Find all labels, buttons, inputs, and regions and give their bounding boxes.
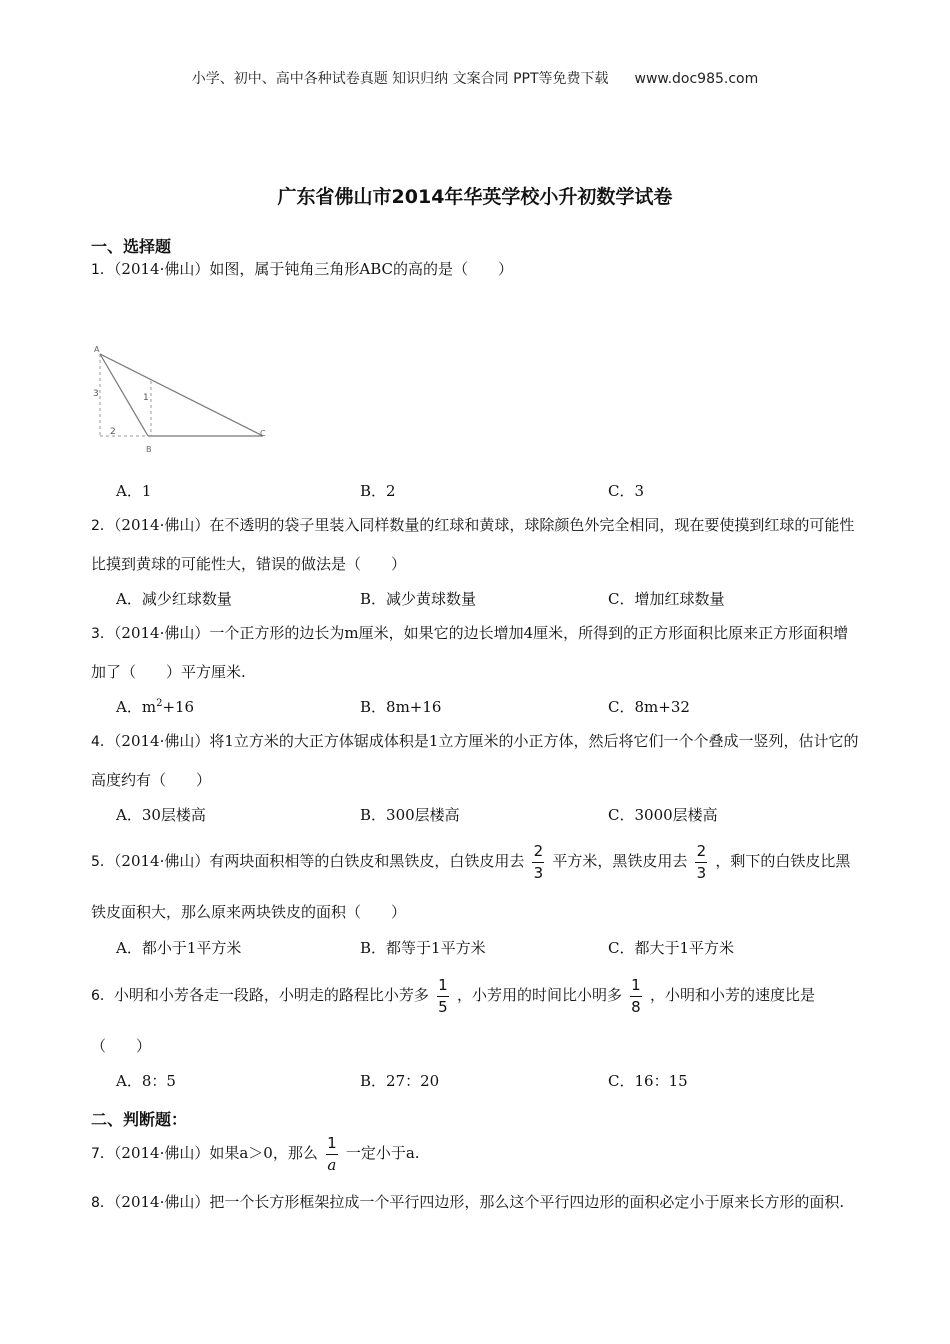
fraction-denominator: 3	[696, 863, 707, 882]
height-1-label: 1	[143, 393, 149, 403]
question-text: （2014·佛山）把一个长方形框架拉成一个平行四边形，那么这个平行四边形的面积必定小于原来长方形的面积.	[113, 1193, 845, 1211]
fraction-two-thirds	[532, 843, 544, 882]
fraction-denominator: a	[327, 1155, 337, 1174]
option-a-base: A．m	[116, 698, 157, 716]
fraction-bar	[326, 1154, 338, 1155]
option-c[interactable]: C．8m+32	[608, 698, 690, 716]
question-7	[91, 1128, 861, 1179]
question-1	[91, 250, 861, 289]
question-3	[91, 614, 861, 691]
question-number: 2．	[91, 518, 114, 534]
question-text: （2014·佛山）一个正方形的边长为m厘米，如果它的边长增加4厘米，所得到的正方形面积比原来正方形面积增加了（ ）平方厘米.	[91, 624, 849, 681]
question-number: 6．	[91, 988, 114, 1004]
option-b[interactable]: B．都等于1平方米	[360, 939, 486, 957]
question-number: 1．	[91, 262, 114, 278]
option-b[interactable]: B．300层楼高	[360, 806, 460, 824]
fraction-denominator: 3	[533, 863, 544, 882]
option-a[interactable]: A．减少红球数量	[116, 590, 232, 608]
fraction-denominator: 5	[438, 997, 448, 1016]
option-b[interactable]: B．8m+16	[360, 698, 442, 716]
fraction-numerator: 2	[696, 841, 707, 860]
question-text-part2: 平方米，黑铁皮用去	[552, 852, 688, 870]
question-number: 7．	[91, 1146, 114, 1162]
option-a[interactable]: A．8：5	[116, 1072, 176, 1090]
header-site-link[interactable]: www.doc985.com	[634, 71, 759, 87]
question-6	[91, 970, 861, 1071]
fraction-bar	[532, 862, 544, 863]
option-a-rest: +16	[162, 698, 195, 716]
option-c[interactable]: C．3	[608, 482, 645, 500]
vertex-b-label: B	[146, 445, 152, 454]
option-c[interactable]: C．16：15	[608, 1072, 688, 1090]
fraction-numerator: 2	[533, 841, 544, 860]
question-2	[91, 506, 861, 583]
page-header	[0, 68, 950, 88]
question-text-part3: ，小明和小芳的速度比是（ ）	[91, 986, 815, 1055]
fraction-one-eighth	[630, 977, 642, 1016]
question-number: 5．	[91, 854, 114, 870]
question-5	[91, 836, 861, 937]
fraction-numerator: 1	[327, 1133, 337, 1152]
option-a[interactable]: A．30层楼高	[116, 806, 206, 824]
question-text-part1: （2014·佛山）有两块面积相等的白铁皮和黑铁皮，白铁皮用去	[113, 852, 525, 870]
fraction-numerator: 1	[438, 975, 448, 994]
height-3-label: 3	[93, 389, 99, 399]
fraction-numerator: 1	[631, 975, 641, 994]
question-text-part1: 小明和小芳各走一段路，小明走的路程比小芳多	[113, 986, 429, 1004]
option-a[interactable]: A．1	[116, 482, 152, 500]
question-number: 8．	[91, 1195, 114, 1211]
option-c[interactable]: C．3000层楼高	[608, 806, 718, 824]
option-a[interactable]	[116, 696, 194, 717]
question-text-part3: ，剩下的白铁皮比黑铁皮面积大，那么原来两块铁皮的面积（ ）	[91, 852, 851, 921]
fraction-one-fifth	[437, 977, 449, 1016]
question-text: （2014·佛山）如图，属于钝角三角形ABC的高的是（ ）	[113, 260, 513, 278]
question-text-part1: （2014·佛山）如果a＞0，那么	[113, 1144, 318, 1162]
fraction-denominator: 8	[631, 997, 641, 1016]
header-text: 小学、初中、高中各种试卷真题 知识归纳 文案合同 PPT等免费下载	[191, 71, 609, 87]
question-text-part2: 一定小于a.	[345, 1144, 420, 1162]
question-number: 3．	[91, 626, 114, 642]
section-judge-heading: 二、判断题：	[91, 1110, 188, 1129]
question-4	[91, 722, 861, 799]
option-b[interactable]: B．27：20	[360, 1072, 440, 1090]
option-a[interactable]: A．都小于1平方米	[116, 939, 242, 957]
vertex-a-label: A	[94, 345, 100, 354]
fraction-one-over-a	[326, 1135, 338, 1174]
vertex-c-label: C	[260, 429, 266, 438]
question-number: 4．	[91, 734, 114, 750]
page-title: 广东省佛山市2014年华英学校小升初数学试卷	[277, 186, 673, 208]
fraction-bar	[437, 996, 449, 997]
option-c[interactable]: C．都大于1平方米	[608, 939, 735, 957]
section-choice-heading: 一、选择题	[91, 237, 172, 256]
height-2-label: 2	[110, 427, 116, 437]
triangle-figure	[88, 338, 278, 463]
question-8	[91, 1183, 861, 1222]
option-c[interactable]: C．增加红球数量	[608, 590, 725, 608]
question-text: （2014·佛山）将1立方米的大正方体锯成体积是1立方厘米的小正方体，然后将它们一个个叠成一竖列，估计它的高度约有（ ）	[91, 732, 859, 789]
fraction-two-thirds-2	[695, 843, 707, 882]
fraction-bar	[695, 862, 707, 863]
fraction-bar	[630, 996, 642, 997]
question-text-part2: ，小芳用的时间比小明多	[456, 986, 622, 1004]
option-b[interactable]: B．减少黄球数量	[360, 590, 477, 608]
question-text: （2014·佛山）在不透明的袋子里装入同样数量的红球和黄球，球除颜色外完全相同，现在要使摸到红球的可能性比摸到黄球的可能性大，错误的做法是（ ）	[91, 516, 855, 573]
option-a-exponent: 2	[156, 698, 163, 709]
option-b[interactable]: B．2	[360, 482, 396, 500]
